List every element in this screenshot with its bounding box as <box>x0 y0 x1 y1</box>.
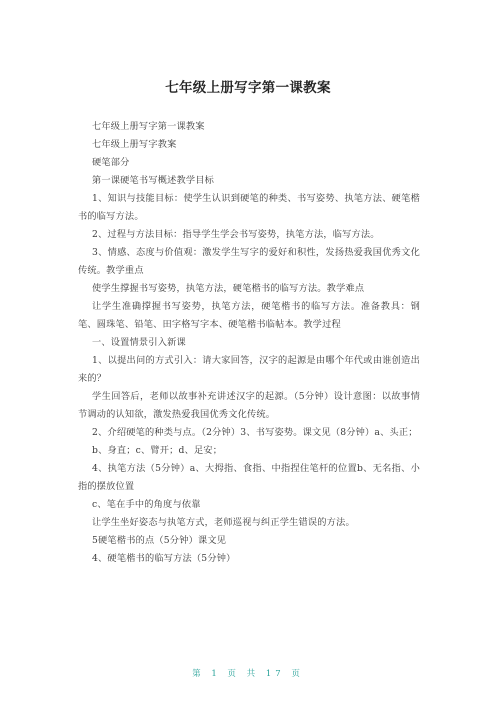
paragraph: 硬笔部分 <box>92 157 130 168</box>
paragraph: 4、硬笔楷书的临写方法（5分钟） <box>92 553 236 564</box>
paragraph: b、身直；c、臂开；d、足安； <box>92 445 223 456</box>
paragraph: 让学生准确撑握书写姿势，执笔方法，硬笔楷书的临写方法。准备教具：钢笔、圆珠笔、铅笔、田字格写字本、硬笔楷书临帖本。教学过程 <box>78 301 420 330</box>
paragraph: 1、知识与技能目标：使学生认识到硬笔的种类、书写姿势、执笔方法、硬笔楷书的临写方法。 <box>78 193 420 222</box>
paragraph: 3、情感、态度与价值观：激发学生写字的爱好和积性，发扬热爱我国优秀文化传统。教学重点 <box>78 247 420 276</box>
paragraph: 4、执笔方法（5分钟）a、大拇指、食指、中指捏住笔杆的位置b、无名指、小指的摆放位置 <box>78 463 420 492</box>
paragraph: 使学生撑握书写姿势，执笔方法，硬笔楷书的临写方法。教学难点 <box>92 283 365 294</box>
document-body <box>78 118 420 568</box>
paragraph: 2、介绍硬笔的种类与点。（2分钟）3、书写姿势。课文见（8分钟）a、头正； <box>92 427 418 438</box>
paragraph: 学生回答后，老师以故事补充讲述汉字的起源。（5分钟）设计意图：以故事情节调动的认知欲，激发热爱我国优秀文化传统。 <box>78 391 420 420</box>
paragraph: 第一课硬笔书写概述教学目标 <box>92 175 215 186</box>
paragraph: 1、以提出问的方式引入：请大家回答，汉字的起源是由哪个年代或由谁创造出来的？ <box>78 355 420 384</box>
paragraph: c、笔在手中的角度与依靠 <box>92 499 201 510</box>
page-number-footer: 第 1 页 共 17 页 <box>192 669 304 679</box>
paragraph: 让学生坐好姿态与执笔方式，老师巡视与纠正学生错误的方法。 <box>92 517 355 528</box>
document-title: 七年级上册写字第一课教案 <box>165 80 331 96</box>
paragraph: 5硬笔楷书的点（5分钟）课文见 <box>92 535 227 546</box>
paragraph: 七年级上册写字教案 <box>92 139 177 150</box>
paragraph: 一、设置情景引入新课 <box>92 337 186 348</box>
paragraph: 七年级上册写字第一课教案 <box>92 121 205 132</box>
paragraph: 2、过程与方法目标：指导学生学会书写姿势，执笔方法，临写方法。 <box>92 229 380 240</box>
